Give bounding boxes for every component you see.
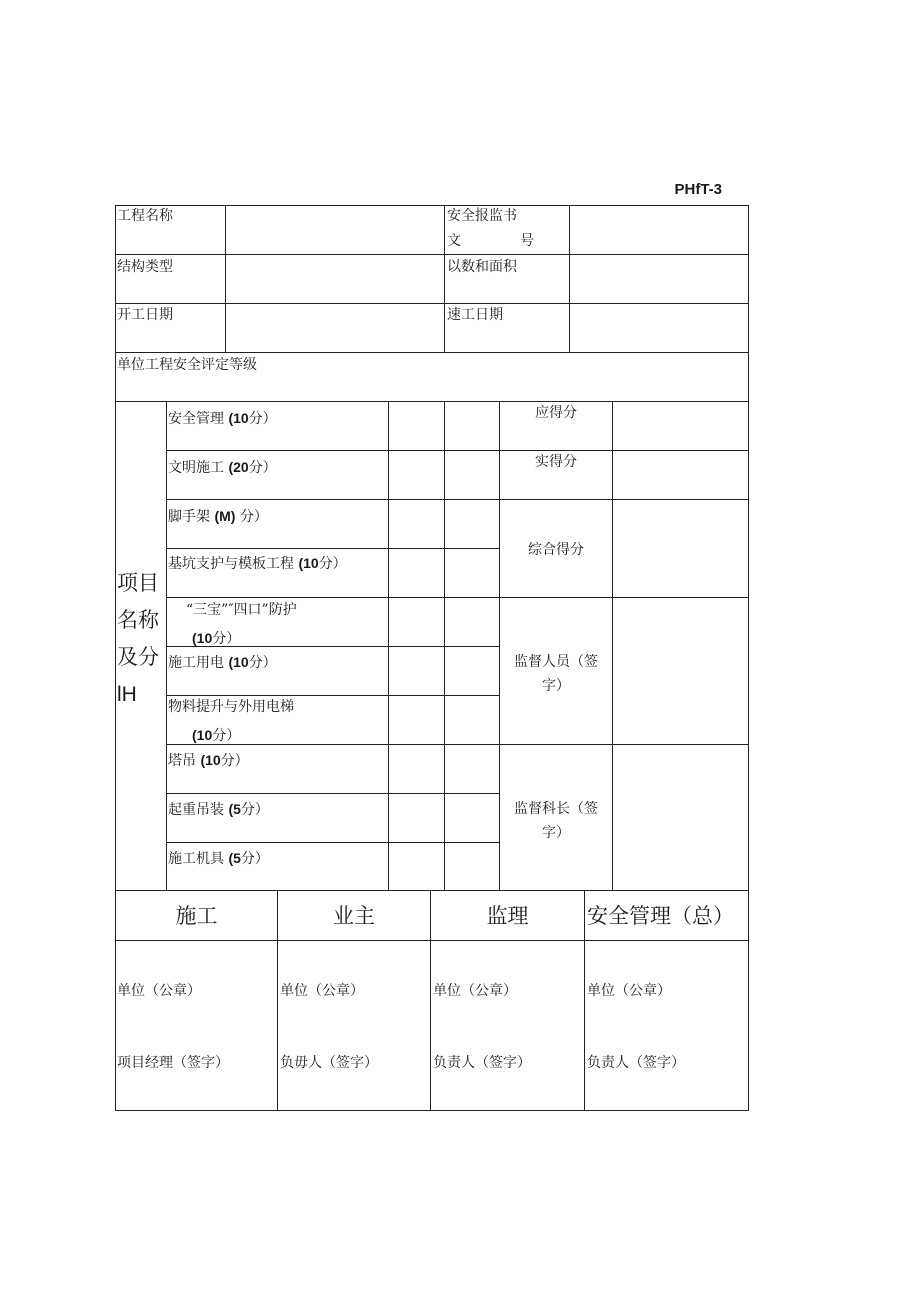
item-label: 物料提升与外用电梯 [168,699,294,715]
unit-seal-label: 单位（公章） [587,983,671,999]
structure-type-label: 结构类型 [117,259,173,275]
chief-label: 字） [542,825,570,841]
grid-line [115,1110,749,1111]
item-label: “三宝”″四口”防护 [186,602,297,618]
project-name-label: 工程名称 [117,208,173,224]
safety-grade-label: 单位工程安全评定等级 [117,357,257,373]
grid-line [444,401,445,891]
form-code: PHfT-3 [674,181,722,198]
actual-score-field[interactable] [613,451,748,499]
signature-label: 负责人（签字） [587,1055,685,1071]
chief-signature-field[interactable] [613,745,748,890]
inspector-label: 监督人员（签 [514,654,598,670]
item-label: 施工机具 (5分） [168,850,269,867]
inspector-signature-field[interactable] [613,598,748,744]
item-label: 安全管理 (10分） [168,410,277,427]
unit-seal-label: 单位（公章） [433,983,517,999]
due-score-field[interactable] [613,402,748,450]
unit-seal-label: 单位（公章） [280,983,364,999]
grid-line [166,548,500,549]
grid-line [166,401,167,891]
item-label: 脚手架 (M) 分） [168,508,268,525]
start-date-field[interactable] [226,304,444,352]
unit-seal-label: 单位（公章） [117,983,201,999]
item-points: (10分） [192,727,241,744]
owner-title: 业主 [333,904,375,928]
grid-line [166,793,500,794]
start-date-label: 开工日期 [117,307,173,323]
grid-line [388,401,389,891]
grid-line [115,890,749,891]
grid-line [115,205,116,1111]
safety-management-title: 安全管理（总） [587,904,734,928]
item-label: 施工用电 (10分） [168,654,277,671]
item-label: 文明施工 (20分） [168,459,277,476]
construction-title: 施工 [175,904,218,928]
grid-line [748,205,749,1111]
signature-label: 负毋人（签字） [280,1055,378,1071]
item-label: 塔吊 (10分） [168,752,249,769]
report-no-field[interactable] [570,206,748,254]
actual-score-label: 实得分 [535,454,577,470]
signature-label: 负责人（签字） [433,1055,531,1071]
item-label: 基坑支护与模板工程 (10分） [168,555,347,572]
grid-line [115,940,749,941]
supervision-title: 监理 [486,904,529,928]
finish-date-label: 速工日期 [447,307,503,323]
chief-label: 监督科长（签 [514,801,598,817]
item-points: (10分） [192,630,241,647]
grid-line [444,205,445,353]
project-name-field[interactable] [226,206,444,254]
floors-area-field[interactable] [570,255,748,303]
total-score-label: 综合得分 [528,542,584,558]
total-score-field[interactable] [613,500,748,597]
grid-line [166,842,500,843]
structure-type-field[interactable] [226,255,444,303]
finish-date-field[interactable] [570,304,748,352]
grid-line [166,695,500,696]
report-no-label: 安全报监书 [447,208,517,224]
report-no-label: 号 [520,233,534,249]
grid-line [115,352,749,353]
inspector-label: 字） [542,678,570,694]
grid-line [584,890,585,1111]
due-score-label: 应得分 [535,405,577,421]
floors-area-label: 以数和面积 [447,259,517,275]
item-label: 起重吊装 (5分） [168,801,269,818]
signature-label: 项目经理（签字） [117,1055,229,1071]
report-no-label: 文 [447,233,461,249]
items-section-label: 项目 名称 及分 lH [117,571,159,706]
